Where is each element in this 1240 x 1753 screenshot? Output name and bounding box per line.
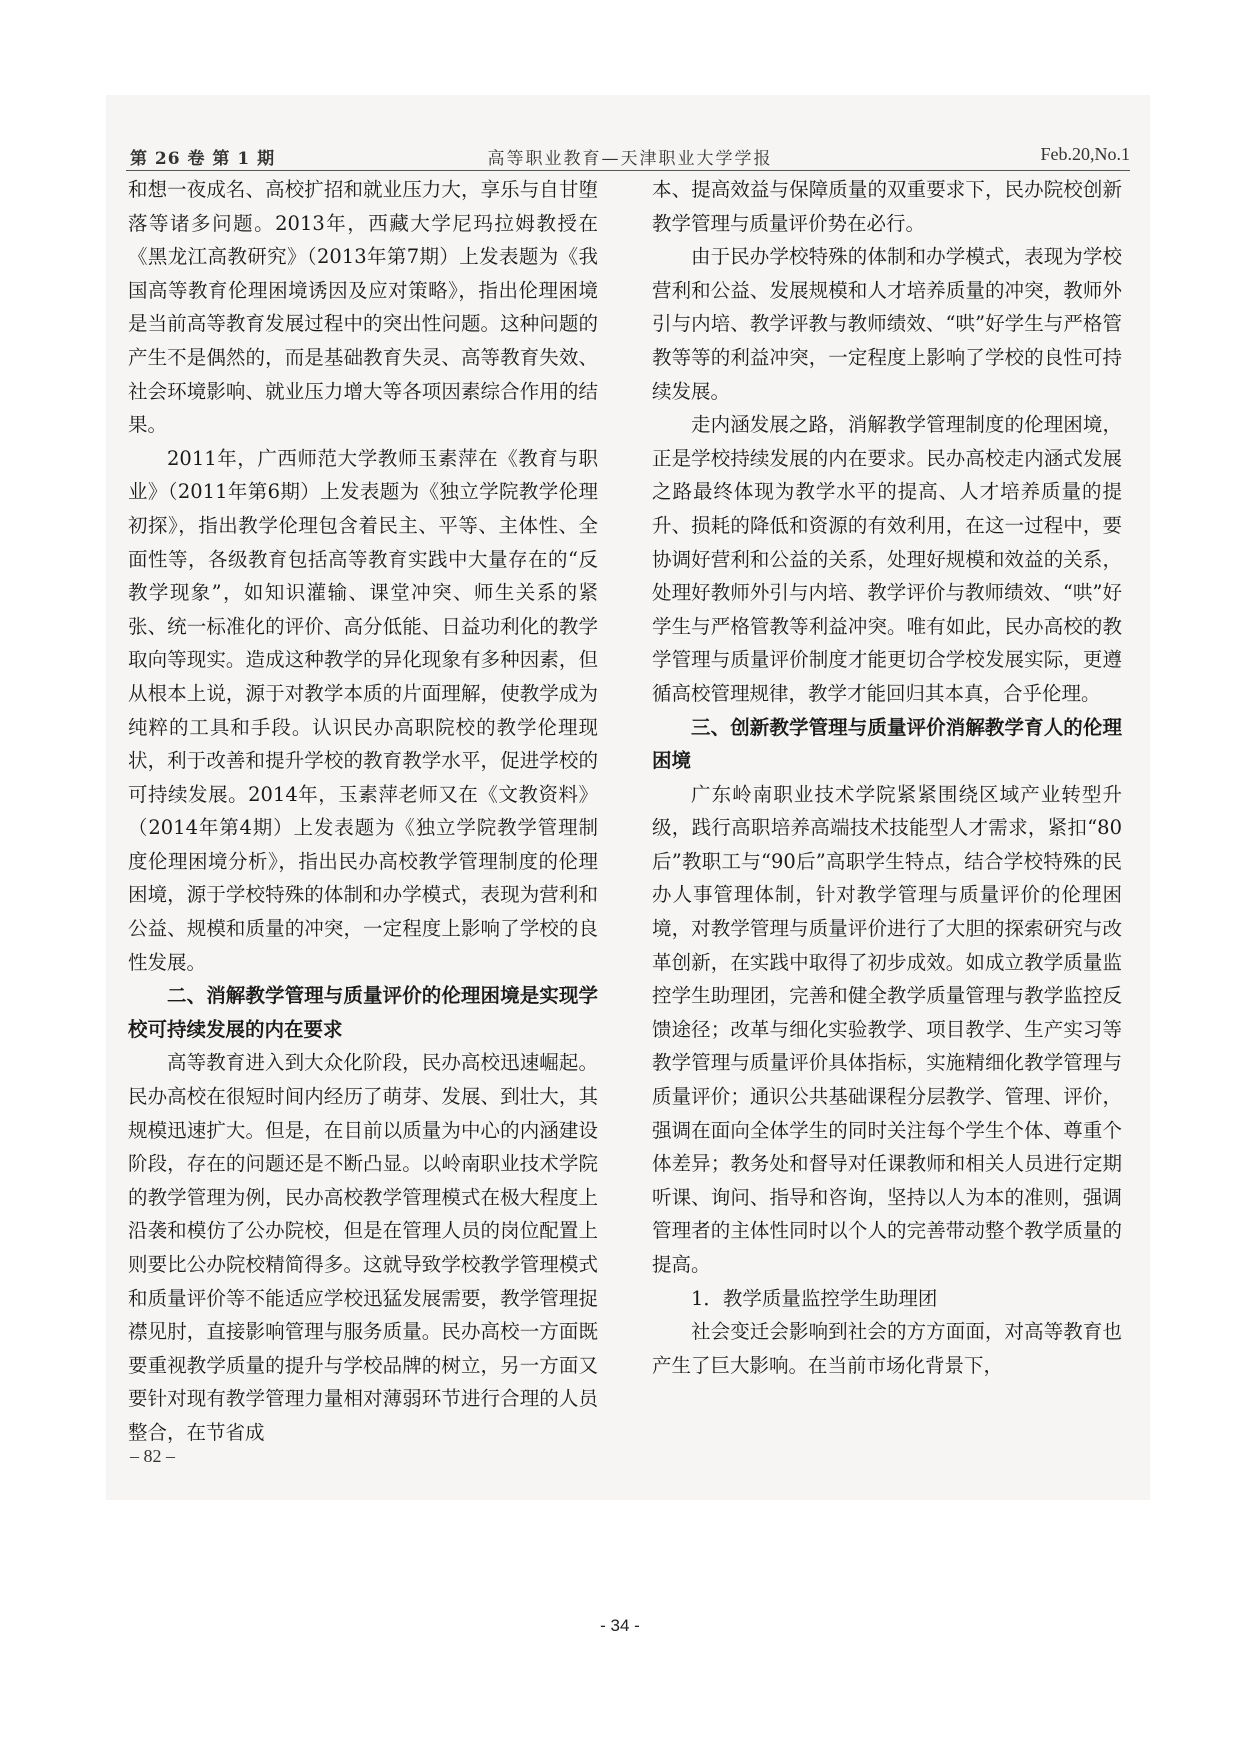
page-number: - 34 - <box>600 1616 640 1635</box>
left-column <box>128 173 598 1450</box>
paragraph: 高等教育进入到大众化阶段，民办高校迅速崛起。民办高校在很短时间内经历了萌芽、发展、到壮大，其规模迅速扩大。但是，在目前以质量为中心的内涵建设阶段，存在的问题还是不断凸显。以岭南职业技术学院的教学管理为例，民办高校教学管理模式在极大程度上沿袭和模仿了公办院校，但是在管理人员的岗位配置上则要比公办院校精简得多。这就导致学校教学管理模式和质量评价等不能适应学校迅猛发展需要，教学管理捉襟见肘，直接影响管理与服务质量。民办高校一方面既要重视教学质量的提升与学校品牌的树立，另一方面又要针对现有教学管理力量相对薄弱环节进行合理的人员整合，在节省成 <box>128 1051 598 1444</box>
paragraph: 2011年，广西师范大学教师玉素萍在《教育与职业》（2011年第6期）上发表题为《独立学院教学伦理初探》，指出教学伦理包含着民主、平等、主体性、全面性等，各级教育包括高等教育实践中大量存在的“反教学现象”，如知识灌输、课堂冲突、师生关系的紧张、统一标准化的评价、高分低能、日益功利化的教学取向等现实。造成这种教学的异化现象有多种因素，但从根本上说，源于对教学本质的片面理解，使教学成为纯粹的工具和手段。认识民办高职院校的教学伦理现状，利于改善和提升学校的教育教学水平，促进学校的可持续发展。2014年，玉素萍老师又在《文教资料》（2014年第4期）上发表题为《独立学院教学管理制度伦理困境分析》，指出民办高校教学管理制度的伦理困境，源于学校特殊的体制和办学模式，表现为营利和公益、规模和质量的冲突，一定程度上影响了学校的良性发展。 <box>128 446 598 974</box>
right-column <box>652 173 1122 1382</box>
paragraph: 走内涵发展之路，消解教学管理制度的伦理困境，正是学校持续发展的内在要求。民办高校走内涵式发展之路最终体现为教学水平的提高、人才培养质量的提升、损耗的降低和资源的有效利用，在这一过程中，要协调好营利和公益的关系，处理好规模和效益的关系，处理好教师外引与内培、教学评价与教师绩效、“哄”好学生与严格管教等利益冲突。唯有如此，民办高校的教学管理与质量评价制度才能更切合学校发展实际，更遵循高校管理规律，教学才能回归其本真，合乎伦理。 <box>652 413 1122 705</box>
paragraph: 由于民办学校特殊的体制和办学模式，表现为学校营利和公益、发展规模和人才培养质量的冲突，教师外引与内培、教学评教与教师绩效、“哄”好学生与严格管教等等的利益冲突，一定程度上影响了学校的良性可持续发展。 <box>652 245 1122 403</box>
paragraph: 广东岭南职业技术学院紧紧围绕区域产业转型升级，践行高职培养高端技术技能型人才需求，紧扣“80后”教职工与“90后”高职学生特点，结合学校特殊的民办人事管理体制，针对教学管理与质量评价的伦理困境，对教学管理与质量评价进行了大胆的探索研究与改革创新，在实践中取得了初步成效。如成立教学质量监控学生助理团，完善和健全教学质量管理与教学监控反馈途径；改革与细化实验教学、项目教学、生产实习等教学管理与质量评价具体指标，实施精细化教学管理与质量评价；通识公共基础课程分层教学、管理、评价，强调在面向全体学生的同时关注每个学生个体、尊重个体差异；教务处和督导对任课教师和相关人员进行定期听课、询问、指导和咨询，坚持以人为本的准则，强调管理者的主体性同时以个人的完善带动整个教学质量的提高。 <box>652 782 1122 1276</box>
subsection-heading: 1．教学质量监控学生助理团 <box>691 1286 938 1310</box>
header-rule <box>126 170 1130 171</box>
paragraph: 和想一夜成名、高校扩招和就业压力大，享乐与自甘堕落等诸多问题。2013年，西藏大学尼玛拉姆教授在《黑龙江高教研究》（2013年第7期）上发表题为《我国高等教育伦理困境诱因及应对策略》，指出伦理困境是当前高等教育发展过程中的突出性问题。这种问题的产生不是偶然的，而是基础教育失灵、高等教育失效、社会环境影响、就业压力增大等各项因素综合作用的结果。 <box>128 178 598 437</box>
issue-label: Feb.20,No.1 <box>1040 144 1130 164</box>
section-heading: 二、消解教学管理与质量评价的伦理困境是实现学校可持续发展的内在要求 <box>128 984 598 1041</box>
journal-title: 高等职业教育—天津职业大学学报 <box>487 149 773 169</box>
volume-label: 第 26 卷 第 1 期 <box>130 149 276 169</box>
journal-folio: – 82 – <box>130 1446 175 1466</box>
running-header <box>130 140 1130 170</box>
section-heading: 三、创新教学管理与质量评价消解教学育人的伦理困境 <box>652 715 1122 773</box>
paragraph: 社会变迁会影响到社会的方方面面，对高等教育也产生了巨大影响。在当前市场化背景下， <box>652 1320 1122 1377</box>
paragraph: 本、提高效益与保障质量的双重要求下，民办院校创新教学管理与质量评价势在必行。 <box>652 178 1122 235</box>
